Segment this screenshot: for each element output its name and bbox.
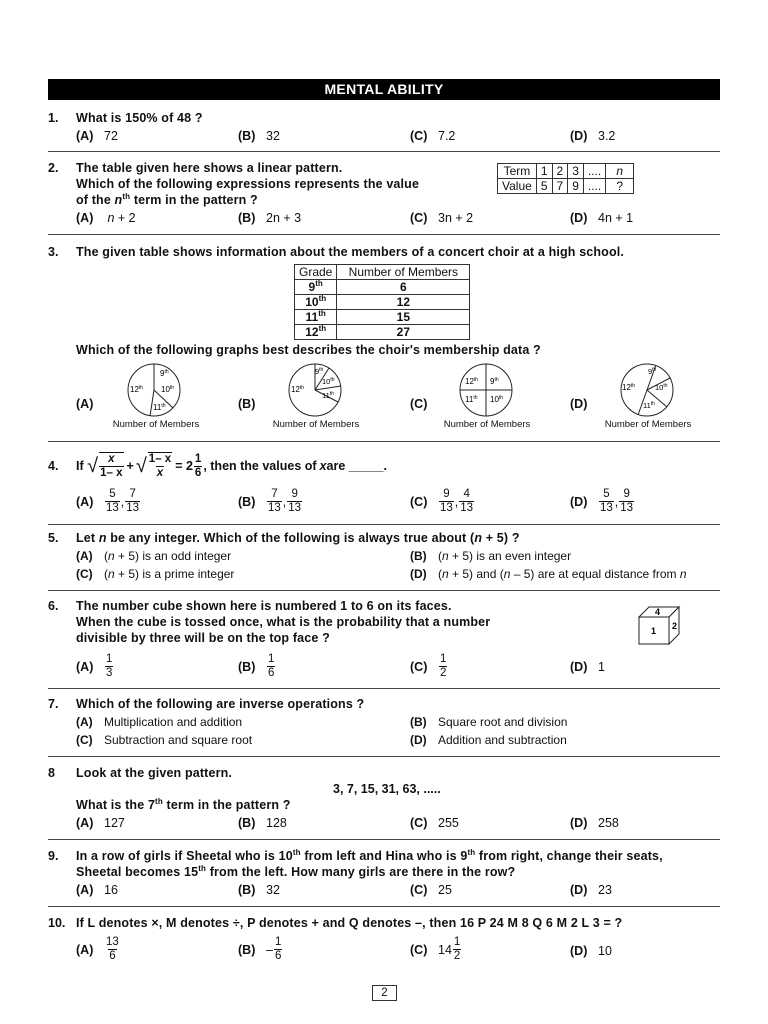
option-d[interactable]: (D) 258 xyxy=(570,816,619,830)
option-d[interactable]: (D) 10 xyxy=(570,944,612,958)
question-number: 7. xyxy=(48,697,59,711)
option-c[interactable]: (C) $\frac{1}{2}$ xyxy=(410,653,447,679)
chart-caption: Number of Members xyxy=(443,419,531,430)
option-b[interactable]: (B) 128 xyxy=(238,816,287,830)
option-c[interactable]: (C) 25 xyxy=(410,883,452,897)
option-b[interactable]: (B) 2n + 3 xyxy=(238,211,302,225)
slice-label-12: 12th xyxy=(130,385,144,394)
question-number: 10. xyxy=(48,916,66,930)
slice-label-12: 12th xyxy=(465,377,479,386)
question-text: If L denotes ×, M denotes ÷, P denotes + and Q denotes –, then 16 P 24 M 8 Q 6 M 2 L 3 = ? xyxy=(76,916,623,930)
option-text: 32 xyxy=(266,129,280,143)
slice-label-10: 10th xyxy=(490,395,504,404)
slice-label-11: 11th xyxy=(643,401,655,410)
option-d[interactable]: (D) xyxy=(570,397,588,411)
divider xyxy=(48,441,720,442)
question-number: 6. xyxy=(48,599,59,613)
divider xyxy=(48,839,720,840)
question-text: of the $n^{th}$ term in the pattern ? xyxy=(76,191,258,207)
question-text: Which of the following graphs best describes the choir's membership data ? xyxy=(76,343,541,357)
chart-caption: Number of Members xyxy=(272,419,360,430)
option-label: (A) xyxy=(76,129,94,143)
slice-label-9: 9th xyxy=(315,367,324,376)
pattern-table xyxy=(497,163,634,194)
table-row: 10th 12 xyxy=(295,295,470,310)
pie-chart-b xyxy=(286,362,346,418)
option-c[interactable]: (C) (n + 5) is a prime integer xyxy=(76,567,235,581)
option-label: (D) xyxy=(570,129,588,143)
divider xyxy=(48,234,720,235)
question-number: 9. xyxy=(48,849,59,863)
slice-label-12: 12th xyxy=(622,383,636,392)
option-d[interactable]: (D) $\frac{5}{13}$ , $\frac{9}{13}$ xyxy=(570,488,634,514)
cube-face-top: 4 xyxy=(655,607,661,617)
option-a[interactable]: (A) $\frac{13}{6}$ xyxy=(76,936,119,962)
option-c[interactable]: (C) 3n + 2 xyxy=(410,211,474,225)
question-text: The given table shows information about the members of a concert choir at a high school. xyxy=(76,245,625,259)
question-text: When the cube is tossed once, what is the probability that a number xyxy=(76,615,491,629)
option-a[interactable]: (A) (n + 5) is an odd integer xyxy=(76,549,232,563)
pie-chart-c xyxy=(457,362,517,418)
slice-label-11: 11th xyxy=(465,395,478,404)
table-row: Term 1 2 3 .... n xyxy=(498,164,634,179)
divider xyxy=(48,151,720,152)
question-text: If √ $\frac{x}{1- x}$ + √ $\frac{1- x}{x}$ = 2 $\frac{1}{6}$ , then the values of x are _____. xyxy=(76,452,387,479)
divider xyxy=(48,590,720,591)
option-d[interactable] xyxy=(570,129,615,143)
option-b[interactable]: (B) (n + 5) is an even integer xyxy=(410,549,572,563)
question-text: Which of the following are inverse operations ? xyxy=(76,697,365,711)
option-text: 3.2 xyxy=(598,129,616,143)
option-c[interactable]: (C) 14 $\frac{1}{2}$ xyxy=(410,936,461,962)
option-a[interactable] xyxy=(76,129,118,143)
question-number: 2. xyxy=(48,161,59,175)
question-text: In a row of girls if Sheetal who is 10th from left and Hina who is 9th from right, change their seats, xyxy=(76,847,663,863)
slice-label-9: 9th xyxy=(648,367,657,376)
question-text: The number cube shown here is numbered 1 to 6 on its faces. xyxy=(76,599,452,613)
option-b[interactable]: (B) $\frac{1}{6}$ xyxy=(238,653,275,679)
divider xyxy=(48,906,720,907)
question-text: Sheetal becomes 15th from the left. How many girls are there in the row? xyxy=(76,863,516,879)
table-row: 11th 15 xyxy=(295,310,470,325)
slice-label-11: 11th xyxy=(322,391,334,400)
option-c[interactable]: (C) Subtraction and square root xyxy=(76,733,253,747)
question-number: 4. xyxy=(48,459,59,473)
option-a[interactable]: (A) Multiplication and addition xyxy=(76,715,243,729)
option-c[interactable]: (C) 255 xyxy=(410,816,459,830)
slice-label-11: 11th xyxy=(153,403,166,412)
divider xyxy=(48,524,720,525)
option-d[interactable]: (D) Addition and subtraction xyxy=(410,733,567,747)
pie-chart-a xyxy=(125,362,185,418)
option-text: 72 xyxy=(104,129,118,143)
option-a[interactable]: (A) 127 xyxy=(76,816,125,830)
option-a[interactable]: (A) $\frac{5}{13}$ , $\frac{7}{13}$ xyxy=(76,488,140,514)
question-number: 8 xyxy=(48,766,55,780)
option-label: (C) xyxy=(410,129,428,143)
option-label: (B) xyxy=(238,129,256,143)
option-d[interactable]: (D) 4n + 1 xyxy=(570,211,634,225)
table-row: 12th 27 xyxy=(295,325,470,340)
pie-chart-d xyxy=(618,362,678,418)
question-number: 5. xyxy=(48,531,59,545)
number-cube xyxy=(636,603,686,647)
divider xyxy=(48,688,720,689)
option-a[interactable]: (A) $\frac{1}{3}$ xyxy=(76,653,113,679)
slice-label-10: 10th xyxy=(322,377,335,386)
page-number: 2 xyxy=(372,985,397,1001)
question-text: What is the 7th term in the pattern ? xyxy=(76,796,291,812)
table-row: Value 5 7 9 .... ? xyxy=(498,179,634,194)
question-text: What is 150% of 48 ? xyxy=(76,111,203,125)
cube-face-side: 2 xyxy=(672,621,678,631)
option-b[interactable] xyxy=(238,129,280,143)
option-a[interactable]: (A) 16 xyxy=(76,883,118,897)
option-b[interactable]: (B) $\frac{7}{13}$ , $\frac{9}{13}$ xyxy=(238,488,302,514)
option-a[interactable]: (A) n + 2 xyxy=(76,211,136,225)
option-b[interactable]: (B) Square root and division xyxy=(410,715,568,729)
number-pattern: 3, 7, 15, 31, 63, ..... xyxy=(333,782,441,796)
chart-caption: Number of Members xyxy=(604,419,692,430)
question-text: Which of the following expressions represents the value xyxy=(76,177,420,191)
chart-caption: Number of Members xyxy=(112,419,200,430)
option-b[interactable]: (B) xyxy=(238,397,256,411)
slice-label-12: 12th xyxy=(291,385,305,394)
question-text: The table given here shows a linear pattern. xyxy=(76,161,343,175)
slice-label-9: 9th xyxy=(160,369,169,378)
option-b[interactable]: (B) – $\frac{1}{6}$ xyxy=(238,936,282,962)
option-d[interactable]: (D) 23 xyxy=(570,883,612,897)
slice-label-10: 10th xyxy=(161,385,175,394)
cube-face-front: 1 xyxy=(651,626,657,636)
option-a[interactable]: (A) xyxy=(76,397,94,411)
question-text: divisible by three will be on the top face ? xyxy=(76,631,330,645)
question-number: 1. xyxy=(48,111,59,125)
slice-label-10: 10th xyxy=(655,383,668,392)
option-c[interactable]: (C) $\frac{9}{13}$ , $\frac{4}{13}$ xyxy=(410,488,474,514)
option-d[interactable]: (D) (n + 5) and (n – 5) are at equal distance from n xyxy=(410,567,687,581)
question-text: Let n be any integer. Which of the following is always true about (n + 5) ? xyxy=(76,531,520,545)
option-text: 7.2 xyxy=(438,129,456,143)
option-b[interactable]: (B) 32 xyxy=(238,883,280,897)
option-c[interactable]: (C) xyxy=(410,397,428,411)
option-d[interactable]: (D) 1 xyxy=(570,660,605,674)
section-title: MENTAL ABILITY xyxy=(48,79,720,100)
choir-table xyxy=(294,264,470,340)
question-number: 3. xyxy=(48,245,59,259)
question-text: Look at the given pattern. xyxy=(76,766,232,780)
slice-label-9: 9th xyxy=(490,377,499,386)
divider xyxy=(48,756,720,757)
option-c[interactable] xyxy=(410,129,455,143)
table-header: Grade Number of Members xyxy=(295,265,470,280)
table-row: 9th 6 xyxy=(295,280,470,295)
